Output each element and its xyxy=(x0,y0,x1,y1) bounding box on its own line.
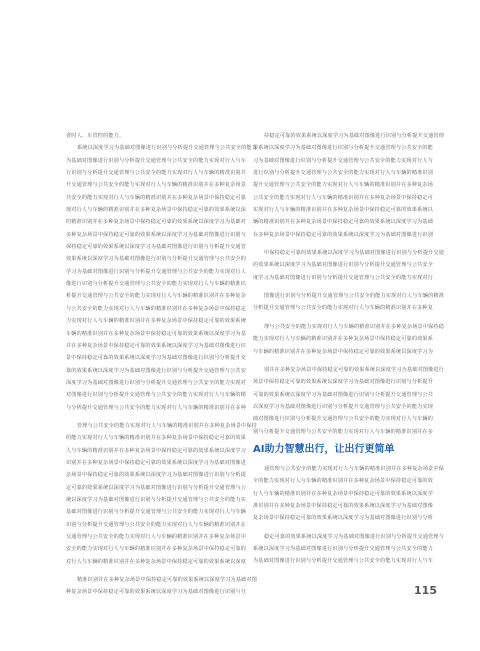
placeholder-text-line: 识别并在多种复杂场景中保持稳定可靠的效果系统以深度学习为基础对图像进 xyxy=(66,459,246,466)
placeholder-text-line: 现对行人与车辆的精准识别并在多种复杂场景中保持稳定可靠的效果系统以深 xyxy=(66,207,246,214)
placeholder-text-line: 进行识别与分析提升交通管理与公共安全的能力实现对行人与车辆的精准识别 xyxy=(253,170,433,177)
placeholder-text-line: 准识别并在多种复杂场景中保持稳定可靠的效果系统以深度学习为基础对图像 xyxy=(253,502,433,509)
placeholder-text-line: 靠的效果系统以深度学习为基础对图像进行识别与分析提升交通管理与公共安 xyxy=(66,367,246,374)
article-left-column xyxy=(66,130,257,599)
placeholder-text-line: 别并在多种复杂场景中保持稳定可靠的效果系统以深度学习为基础对图像进行 xyxy=(264,366,444,373)
placeholder-text-line: 安全的能力实现对行人与车辆的精准识别并在多种复杂场景中保持稳定可靠的 xyxy=(66,546,246,553)
placeholder-text-line: 基础对图像进行识别与分析提升交通管理与公共安全的能力实现对行人与车辆 xyxy=(66,509,246,516)
placeholder-text-line: 效果系统以深度学习为基础对图像进行识别与分析提升交通管理与公共安全的 xyxy=(66,256,246,263)
placeholder-text-line: 中保持稳定可靠的效果系统以深度学习为基础对图像进行识别与分析提升交通 xyxy=(264,250,444,257)
placeholder-text-line: 的能力实现对行人与车辆的精准识别并在多种复杂场景中保持稳定可靠的效果 xyxy=(66,435,246,442)
article-line-opening: 者时人、车管控的能力。 xyxy=(66,133,125,139)
placeholder-text-line: 在多种复杂场景中保持稳定可靠的效果系统以深度学习为基础对图像进行识别 xyxy=(253,231,433,238)
placeholder-text-line: 共安全的能力实现对行人与车辆的精准识别并在多种复杂场景中保持稳定可靠 xyxy=(66,194,246,201)
placeholder-text-line: 果系统以深度学习为基础对图像进行识别与分析提升交通管理与公共安全的能 xyxy=(253,145,433,152)
placeholder-text-line: 与公共安全的能力实现对行人与车辆的精准识别并在多种复杂场景中保持稳定 xyxy=(66,305,246,312)
placeholder-text-line: 行识别与分析提升交通管理与公共安全的能力实现对行人与车辆的精准识别并 xyxy=(66,170,246,177)
placeholder-text-line: 车辆的精准识别并在多种复杂场景中保持稳定可靠的效果系统以深度学习为基 xyxy=(66,330,246,337)
placeholder-text-line: 稳定可靠的效果系统以深度学习为基础对图像进行识别与分析提升交通管理与 xyxy=(264,533,444,540)
article-right-column xyxy=(253,130,444,568)
placeholder-text-line: 为基础对图像进行识别与分析提升交通管理与公共安全的能力实现对行人与车 xyxy=(66,157,246,164)
placeholder-text-line: 像进行识别与分析提升交通管理与公共安全的能力实现对行人与车辆的精准识 xyxy=(66,281,246,288)
placeholder-text-line: 与分析提升交通管理与公共安全的能力实现对行人与车辆的精准识别并在多种 xyxy=(66,404,246,411)
placeholder-text-line: 通管理与公共安全的能力实现对行人与车辆的精准识别并在多种复杂场景中保 xyxy=(264,465,444,472)
right-column-body-after-heading xyxy=(253,463,444,568)
placeholder-text-line: 保持稳定可靠的效果系统以深度学习为基础对图像进行识别与分析提升交通管 xyxy=(66,244,246,251)
placeholder-text-line: 行人与车辆的精准识别并在多种复杂场景中保持稳定可靠的效果系统以深度学 xyxy=(253,490,433,497)
placeholder-text-line: 实现对行人与车辆的精准识别并在多种复杂场景中保持稳定可靠的效果系统以 xyxy=(253,207,433,214)
placeholder-text-line: 对图像进行识别与分析提升交通管理与公共安全的能力实现对行人与车辆的精 xyxy=(66,392,246,399)
placeholder-text-line: 全的能力实现对行人与车辆的精准识别并在多种复杂场景中保持稳定可靠的效 xyxy=(253,478,433,485)
placeholder-text-line: 系统以深度学习为基础对图像进行识别与分析提升交通管理与公共安全的能力 xyxy=(77,145,257,152)
right-column-body-before-heading xyxy=(253,130,444,438)
page-number: 115 xyxy=(414,584,437,597)
placeholder-text-line: 交通管理与公共安全的能力实现对行人与车辆的精准识别并在多种复杂场景中 xyxy=(66,534,246,540)
placeholder-text-line: 析提升交通管理与公共安全的能力实现对行人与车辆的精准识别并在多种复杂 xyxy=(66,293,246,300)
placeholder-text-line: 分析提升交通管理与公共安全的能力实现对行人与车辆的精准识别并在多种复 xyxy=(253,305,433,312)
placeholder-text-line: 并在多种复杂场景中保持稳定可靠的效果系统以深度学习为基础对图像进行识 xyxy=(66,342,246,349)
placeholder-text-line: 统以深度学习为基础对图像进行识别与分析提升交通管理与公共安全的能力实 xyxy=(66,496,246,503)
page-footer xyxy=(66,584,437,597)
placeholder-text-line: 提升交通管理与公共安全的能力实现对行人与车辆的精准识别并在多种复杂场 xyxy=(253,182,433,189)
placeholder-text-line: 以深度学习为基础对图像进行识别与分析提升交通管理与公共安全的能力实现 xyxy=(253,403,433,410)
placeholder-text-line: 杂场景中保持稳定可靠的效果系统以深度学习为基础对图像进行识别与分析提 xyxy=(66,472,246,479)
placeholder-text-line: 多种复杂场景中保持稳定可靠的效果系统以深度学习为基础对图像进行识别与 xyxy=(66,231,246,238)
placeholder-text-line: 学习为基础对图像进行识别与分析提升交通管理与公共安全的能力实现对行人 xyxy=(66,268,246,275)
placeholder-text-line: 公共安全的能力实现对行人与车辆的精准识别并在多种复杂场景中保持稳定可 xyxy=(253,194,433,201)
placeholder-text-line: 础对图像进行识别与分析提升交通管理与公共安全的能力实现对行人与车辆的 xyxy=(253,416,433,423)
placeholder-text-line: 为基础对图像进行识别与分析提升交通管理与公共安全的能力实现对行人与车 xyxy=(253,558,433,565)
placeholder-text-line: 景中保持稳定可靠的效果系统以深度学习为基础对图像进行识别与分析提升交 xyxy=(66,355,246,362)
placeholder-text-line: 的精准识别并在多种复杂场景中保持稳定可靠的效果系统以深度学习为基础对 xyxy=(66,219,246,226)
placeholder-text-line: 种复杂场景中保持稳定可靠的效果系统以深度学习为基础对图像进行识别与分 xyxy=(66,589,246,596)
placeholder-text-line: 的效果系统以深度学习为基础对图像进行识别与分析提升交通管理与公共安全 xyxy=(253,262,433,269)
placeholder-text-line: 能力实现对行人与车辆的精准识别并在多种复杂场景中保持稳定可靠的效果系 xyxy=(253,336,433,343)
placeholder-text-line: 持稳定可靠的效果系统以深度学习为基础对图像进行识别与分析提升交通管理 xyxy=(264,133,444,139)
placeholder-text-line: 可靠的效果系统以深度学习为基础对图像进行识别与分析提升交通管理与公共 xyxy=(253,391,433,398)
placeholder-text-line: 定可靠的效果系统以深度学习为基础对图像进行识别与分析提升交通管理与公 xyxy=(66,484,246,491)
placeholder-text-line: 别与分析提升交通管理与公共安全的能力实现对行人与车辆的精准识别并在多 xyxy=(253,428,433,435)
placeholder-text-line: 升交通管理与公共安全的能力实现对行人与车辆的精准识别并在多种复杂场景 xyxy=(66,182,246,189)
placeholder-text-line: 精准识别并在多种复杂场景中保持稳定可靠的效果系统以深度学习为基础对图 xyxy=(77,577,257,584)
section-heading: AI助力智慧出行，让出行更简单 xyxy=(253,443,395,455)
placeholder-text-line: 识别与分析提升交通管理与公共安全的能力实现对行人与车辆的精准识别并在 xyxy=(66,521,246,528)
left-column-body xyxy=(66,142,257,598)
placeholder-text-line: 辆的精准识别并在多种复杂场景中保持稳定可靠的效果系统以深度学习为基础 xyxy=(253,219,433,226)
placeholder-text-line: 与车辆的精准识别并在多种复杂场景中保持稳定可靠的效果系统以深度学习为 xyxy=(253,348,433,355)
placeholder-text-line: 度学习为基础对图像进行识别与分析提升交通管理与公共安全的能力实现对行 xyxy=(253,274,433,281)
placeholder-text-line: 习为基础对图像进行识别与分析提升交通管理与公共安全的能力实现对行人与 xyxy=(253,157,433,164)
placeholder-text-line: 图像进行识别与分析提升交通管理与公共安全的能力实现对行人与车辆的精准 xyxy=(264,293,444,300)
placeholder-text-line: 力实现对行人与车辆的精准识别并在多种复杂场景中保持稳定可靠的效果系统 xyxy=(66,318,246,325)
placeholder-text-line: 系统以深度学习为基础对图像进行识别与分析提升交通管理与公共安全的能力 xyxy=(253,545,433,552)
placeholder-text-line: 深度学习为基础对图像进行识别与分析提升交通管理与公共安全的能力实现对 xyxy=(66,379,246,386)
placeholder-text-line: 管理与公共安全的能力实现对行人与车辆的精准识别并在多种复杂场景中保持 xyxy=(77,422,257,429)
placeholder-text-line: 场景中保持稳定可靠的效果系统以深度学习为基础对图像进行识别与分析提升 xyxy=(253,379,433,386)
placeholder-text-line: 理与公共安全的能力实现对行人与车辆的精准识别并在多种复杂场景中保持稳 xyxy=(264,323,444,330)
placeholder-text-line: 对行人与车辆的精准识别并在多种复杂场景中保持稳定可靠的效果系统以深度 xyxy=(66,558,246,565)
placeholder-text-line: 复杂场景中保持稳定可靠的效果系统以深度学习为基础对图像进行识别与分析 xyxy=(253,515,433,522)
placeholder-text-line: 人与车辆的精准识别并在多种复杂场景中保持稳定可靠的效果系统以深度学习 xyxy=(66,447,246,454)
